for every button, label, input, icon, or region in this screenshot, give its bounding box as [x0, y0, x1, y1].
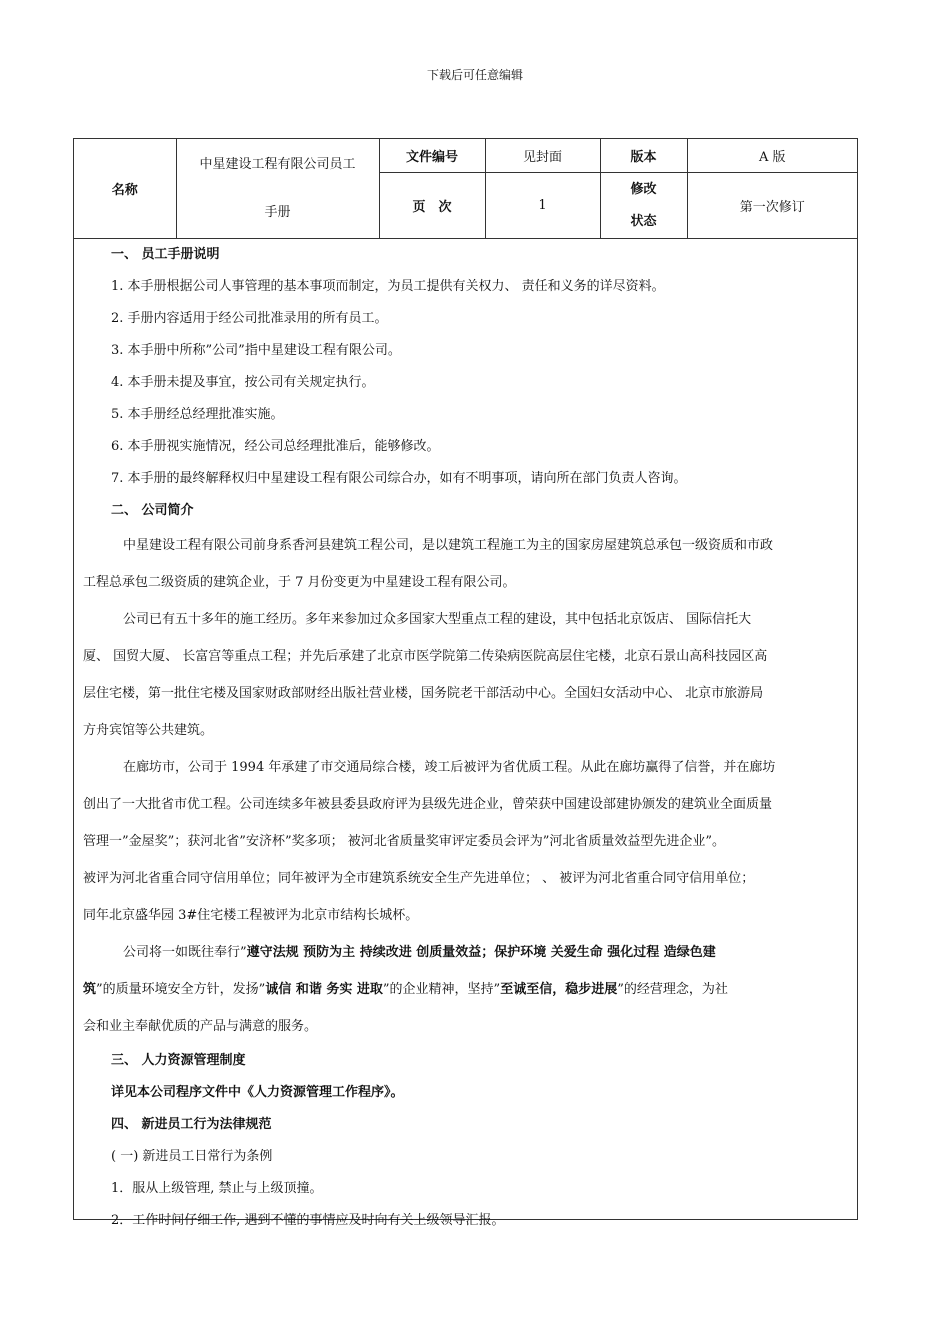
policy-text: ”的企业精神，坚持” [382, 982, 501, 997]
policy-text: ”的经营理念，为社 [617, 982, 728, 997]
watermark: 下载后可任意编辑 [426, 68, 523, 82]
policy-bold: 遵守法规 预防为主 持续改进 创质量效益；保护环境 关爱生命 强化过程 造绿色建 [246, 945, 716, 960]
policy-bold: 诚信 和谐 务实 进取 [265, 982, 383, 997]
section4-item: 2．工作时间仔细工作, 遇到不懂的事情应及时向有关上级领导汇报。 [111, 1213, 505, 1228]
policy-line: 会和业主奉献优质的产品与满意的服务。 [83, 1019, 318, 1034]
section1-item: 1. 本手册根据公司人事管理的基本事项而制定，为员工提供有关权力、 责任和义务的详尽资料。 [111, 279, 665, 294]
paragraph-line: 在廊坊市，公司于 1994 年承建了市交通局综合楼，竣工后被评为省优质工程。从此在廊坊赢得了信誉，并在廊坊 [123, 760, 776, 775]
paragraph-line: 层住宅楼，第一批住宅楼及国家财政部财经出版社营业楼，国务院老干部活动中心。全国妇女活动中心、 北京市旅游局 [83, 686, 764, 701]
paragraph-line: 厦、 国贸大厦、 长富宫等重点工程；并先后承建了北京市医学院第二传染病医院高层住宅楼，北京石景山高科技园区高 [83, 649, 768, 664]
paragraph-line: 创出了一大批省市优工程。公司连续多年被县委县政府评为县级先进企业，曾荣获中国建设部建协颁发的建筑业全面质量 [83, 797, 773, 812]
paragraph-line: 公司已有五十多年的施工经历。多年来参加过众多国家大型重点工程的建设，其中包括北京饭店、 国际信托大 [123, 612, 752, 627]
version-label: 版本 [600, 139, 687, 173]
name-label: 名称 [74, 139, 176, 239]
section1-title: 一、 员工手册说明 [111, 247, 220, 262]
version-value: A 版 [687, 139, 857, 173]
policy-text: 公司将一如既往奉行” [123, 945, 247, 960]
status-label-line1: 修改 [630, 181, 657, 197]
section4-title: 四、 新进员工行为法律规范 [111, 1117, 272, 1132]
policy-bold: 至诚至信，稳步进展 [500, 982, 618, 997]
page-label: 页 次 [379, 173, 485, 239]
name-value-line2: 手册 [264, 204, 291, 220]
section3-text: 详见本公司程序文件中《人力资源管理工作程序》。 [111, 1085, 404, 1100]
section1-item: 7. 本手册的最终解释权归中星建设工程有限公司综合办，如有不明事项，请向所在部门负责人咨询。 [111, 471, 687, 486]
section1-item: 4. 本手册未提及事宜，按公司有关规定执行。 [111, 375, 375, 390]
section2-title: 二、 公司简介 [111, 503, 194, 518]
section1-item: 6. 本手册视实施情况，经公司总经理批准后，能够修改。 [111, 439, 440, 454]
paragraph-line: 管理一”金屋奖”；获河北省”安济杯”奖多项； 被河北省质量奖审评定委员会评为”河北省质量效益型先进企业”。 [83, 834, 726, 849]
status-label [600, 173, 687, 239]
section4-item: 1．服从上级管理, 禁止与上级顶撞。 [111, 1181, 323, 1196]
policy-text: ”的质量环境安全方针，发扬” [96, 982, 266, 997]
header-table [74, 139, 857, 239]
document-frame [73, 138, 858, 1228]
paragraph-line: 方舟宾馆等公共建筑。 [83, 723, 214, 738]
doc-no-label: 文件编号 [379, 139, 485, 173]
section1-item: 2. 手册内容适用于经公司批准录用的所有员工。 [111, 311, 388, 326]
document-body [83, 239, 850, 1237]
name-value [176, 139, 379, 239]
paragraph-line: 同年北京盛华园 3#住宅楼工程被评为北京市结构长城杯。 [83, 908, 419, 923]
section4-subtitle: ( 一) 新进员工日常行为条例 [111, 1149, 273, 1164]
paragraph-line: 工程总承包二级资质的建筑企业，于 7 月份变更为中星建设工程有限公司。 [83, 575, 516, 590]
doc-no-value: 见封面 [485, 139, 600, 173]
status-label-line2: 状态 [630, 213, 657, 229]
policy-bold: 筑 [83, 982, 97, 997]
name-value-line1: 中星建设工程有限公司员工 [199, 156, 356, 172]
status-value: 第一次修订 [687, 173, 857, 239]
paragraph-line: 中星建设工程有限公司前身系香河县建筑工程公司，是以建筑工程施工为主的国家房屋建筑总承包一级资质和市政 [123, 538, 774, 553]
section1-item: 3. 本手册中所称”公司”指中星建设工程有限公司。 [111, 343, 401, 358]
paragraph-line: 被评为河北省重合同守信用单位；同年被评为全市建筑系统安全生产先进单位； 、 被评为河北省重合同守信用单位； [83, 871, 755, 886]
section3-title: 三、 人力资源管理制度 [111, 1053, 246, 1068]
page-value: 1 [485, 173, 600, 239]
section1-item: 5. 本手册经总经理批准实施。 [111, 407, 284, 422]
policy-line [83, 971, 850, 1008]
policy-line [83, 934, 850, 971]
